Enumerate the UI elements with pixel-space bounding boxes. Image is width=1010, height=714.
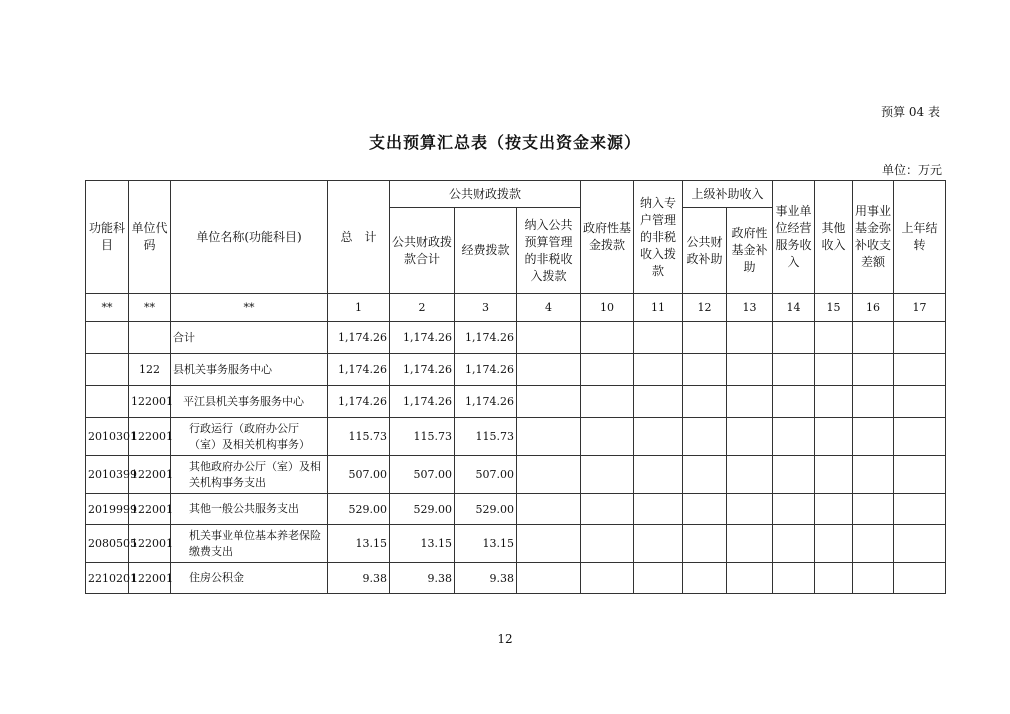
total-cell: 13.15 bbox=[328, 525, 390, 563]
empty-cell bbox=[581, 525, 634, 563]
func-code-cell: 2080505 bbox=[86, 525, 129, 563]
empty-cell bbox=[773, 418, 815, 456]
unit-name-cell: 合计 bbox=[171, 322, 328, 354]
index-cell: 3 bbox=[455, 294, 517, 322]
empty-cell bbox=[683, 563, 727, 594]
empty-cell bbox=[683, 322, 727, 354]
total-cell: 1,174.26 bbox=[328, 386, 390, 418]
empty-cell bbox=[727, 418, 773, 456]
unit-name-cell: 其他政府办公厅（室）及相关机构事务支出 bbox=[171, 456, 328, 494]
empty-cell bbox=[517, 563, 581, 594]
header-func-code: 功能科目 bbox=[86, 181, 129, 294]
funding-cell: 1,174.26 bbox=[455, 322, 517, 354]
funding-cell: 507.00 bbox=[455, 456, 517, 494]
func-code-cell bbox=[86, 386, 129, 418]
unit-code-cell: 122001 bbox=[129, 456, 171, 494]
index-cell: 12 bbox=[683, 294, 727, 322]
page-title: 支出预算汇总表（按支出资金来源） bbox=[368, 133, 641, 152]
funding-cell: 13.15 bbox=[455, 525, 517, 563]
empty-cell bbox=[683, 525, 727, 563]
empty-cell bbox=[727, 456, 773, 494]
pf-total-cell: 115.73 bbox=[390, 418, 455, 456]
header-public-finance: 公共财政拨款 bbox=[390, 181, 581, 208]
header-other-income: 其他收入 bbox=[815, 181, 853, 294]
pf-total-cell: 1,174.26 bbox=[390, 322, 455, 354]
index-cell: 13 bbox=[727, 294, 773, 322]
empty-cell bbox=[727, 525, 773, 563]
empty-cell bbox=[517, 322, 581, 354]
empty-cell bbox=[581, 563, 634, 594]
total-cell: 115.73 bbox=[328, 418, 390, 456]
table-row bbox=[86, 418, 946, 456]
header-total: 总 计 bbox=[328, 181, 390, 294]
empty-cell bbox=[517, 456, 581, 494]
index-cell: 15 bbox=[815, 294, 853, 322]
header-unit-code: 单位代码 bbox=[129, 181, 171, 294]
empty-cell bbox=[773, 494, 815, 525]
unit-name-cell: 机关事业单位基本养老保险缴费支出 bbox=[171, 525, 328, 563]
empty-cell bbox=[634, 322, 683, 354]
empty-cell bbox=[853, 418, 894, 456]
empty-cell bbox=[634, 563, 683, 594]
pf-total-cell: 9.38 bbox=[390, 563, 455, 594]
empty-cell bbox=[727, 354, 773, 386]
header-unit-name: 单位名称(功能科目) bbox=[171, 181, 328, 294]
empty-cell bbox=[815, 322, 853, 354]
empty-cell bbox=[853, 354, 894, 386]
page-number: 12 bbox=[497, 632, 513, 646]
table-row bbox=[86, 354, 946, 386]
empty-cell bbox=[581, 322, 634, 354]
empty-cell bbox=[634, 525, 683, 563]
empty-cell bbox=[634, 494, 683, 525]
empty-cell bbox=[815, 418, 853, 456]
header-non-tax: 纳入公共预算管理的非税收入拨款 bbox=[517, 208, 581, 294]
empty-cell bbox=[581, 494, 634, 525]
empty-cell bbox=[894, 563, 946, 594]
empty-cell bbox=[581, 418, 634, 456]
empty-cell bbox=[727, 563, 773, 594]
func-code-cell: 2210201 bbox=[86, 563, 129, 594]
empty-cell bbox=[894, 386, 946, 418]
pf-total-cell: 507.00 bbox=[390, 456, 455, 494]
total-cell: 9.38 bbox=[328, 563, 390, 594]
index-cell: 2 bbox=[390, 294, 455, 322]
empty-cell bbox=[894, 322, 946, 354]
empty-cell bbox=[815, 354, 853, 386]
pf-total-cell: 1,174.26 bbox=[390, 386, 455, 418]
funding-cell: 529.00 bbox=[455, 494, 517, 525]
index-cell: 4 bbox=[517, 294, 581, 322]
index-row bbox=[86, 294, 946, 322]
empty-cell bbox=[815, 525, 853, 563]
header-superior-subsidy: 上级补助收入 bbox=[683, 181, 773, 208]
unit-code-cell bbox=[129, 322, 171, 354]
empty-cell bbox=[773, 563, 815, 594]
unit-code-cell: 122 bbox=[129, 354, 171, 386]
empty-cell bbox=[517, 418, 581, 456]
func-code-cell bbox=[86, 354, 129, 386]
table-row bbox=[86, 563, 946, 594]
table-row bbox=[86, 494, 946, 525]
func-code-cell: 2010301 bbox=[86, 418, 129, 456]
index-cell: ** bbox=[86, 294, 129, 322]
empty-cell bbox=[894, 418, 946, 456]
funding-cell: 9.38 bbox=[455, 563, 517, 594]
empty-cell bbox=[727, 386, 773, 418]
func-code-cell: 2010399 bbox=[86, 456, 129, 494]
empty-cell bbox=[773, 322, 815, 354]
empty-cell bbox=[773, 456, 815, 494]
empty-cell bbox=[517, 386, 581, 418]
empty-cell bbox=[634, 418, 683, 456]
empty-cell bbox=[634, 456, 683, 494]
total-cell: 507.00 bbox=[328, 456, 390, 494]
empty-cell bbox=[894, 354, 946, 386]
unit-name-cell: 县机关事务服务中心 bbox=[171, 354, 328, 386]
empty-cell bbox=[683, 494, 727, 525]
form-number: 预算 04 表 bbox=[881, 105, 940, 119]
empty-cell bbox=[853, 456, 894, 494]
unit-name-cell: 平江县机关事务服务中心 bbox=[171, 386, 328, 418]
empty-cell bbox=[815, 494, 853, 525]
empty-cell bbox=[815, 563, 853, 594]
total-cell: 1,174.26 bbox=[328, 354, 390, 386]
unit-label: 单位：万元 bbox=[881, 163, 942, 177]
unit-name-cell: 行政运行（政府办公厅（室）及相关机构事务） bbox=[171, 418, 328, 456]
empty-cell bbox=[581, 456, 634, 494]
table-row bbox=[86, 386, 946, 418]
empty-cell bbox=[815, 386, 853, 418]
budget-table bbox=[85, 180, 946, 594]
header-gov-fund-subsidy: 政府性基金补助 bbox=[727, 208, 773, 294]
unit-name-cell: 其他一般公共服务支出 bbox=[171, 494, 328, 525]
unit-code-cell: 122001 bbox=[129, 563, 171, 594]
index-cell: 17 bbox=[894, 294, 946, 322]
empty-cell bbox=[773, 525, 815, 563]
empty-cell bbox=[517, 494, 581, 525]
func-code-cell bbox=[86, 322, 129, 354]
index-cell: 11 bbox=[634, 294, 683, 322]
empty-cell bbox=[853, 525, 894, 563]
unit-code-cell: 122001 bbox=[129, 494, 171, 525]
funding-cell: 1,174.26 bbox=[455, 386, 517, 418]
empty-cell bbox=[815, 456, 853, 494]
pf-total-cell: 13.15 bbox=[390, 525, 455, 563]
header-funding: 经费拨款 bbox=[455, 208, 517, 294]
empty-cell bbox=[853, 386, 894, 418]
index-cell: 16 bbox=[853, 294, 894, 322]
empty-cell bbox=[634, 354, 683, 386]
empty-cell bbox=[773, 386, 815, 418]
unit-code-cell: 122001 bbox=[129, 525, 171, 563]
pf-total-cell: 1,174.26 bbox=[390, 354, 455, 386]
empty-cell bbox=[853, 322, 894, 354]
empty-cell bbox=[581, 354, 634, 386]
total-cell: 529.00 bbox=[328, 494, 390, 525]
empty-cell bbox=[853, 494, 894, 525]
empty-cell bbox=[683, 418, 727, 456]
func-code-cell: 2019999 bbox=[86, 494, 129, 525]
empty-cell bbox=[853, 563, 894, 594]
empty-cell bbox=[517, 354, 581, 386]
empty-cell bbox=[773, 354, 815, 386]
index-cell: 10 bbox=[581, 294, 634, 322]
funding-cell: 1,174.26 bbox=[455, 354, 517, 386]
header-carryover: 上年结转 bbox=[894, 181, 946, 294]
empty-cell bbox=[683, 354, 727, 386]
empty-cell bbox=[683, 456, 727, 494]
total-cell: 1,174.26 bbox=[328, 322, 390, 354]
empty-cell bbox=[894, 525, 946, 563]
header-business-income: 事业单位经营服务收入 bbox=[773, 181, 815, 294]
empty-cell bbox=[517, 525, 581, 563]
table-row bbox=[86, 456, 946, 494]
index-cell: 1 bbox=[328, 294, 390, 322]
empty-cell bbox=[894, 494, 946, 525]
empty-cell bbox=[894, 456, 946, 494]
empty-cell bbox=[727, 322, 773, 354]
index-cell: ** bbox=[171, 294, 328, 322]
header-special-non-tax: 纳入专户管理的非税收入拨款 bbox=[634, 181, 683, 294]
header-fund-balance: 用事业基金弥补收支差额 bbox=[853, 181, 894, 294]
funding-cell: 115.73 bbox=[455, 418, 517, 456]
index-cell: ** bbox=[129, 294, 171, 322]
empty-cell bbox=[634, 386, 683, 418]
unit-name-cell: 住房公积金 bbox=[171, 563, 328, 594]
header-pf-total: 公共财政拨款合计 bbox=[390, 208, 455, 294]
table-row bbox=[86, 525, 946, 563]
pf-total-cell: 529.00 bbox=[390, 494, 455, 525]
unit-code-cell: 122001 bbox=[129, 386, 171, 418]
unit-code-cell: 122001 bbox=[129, 418, 171, 456]
index-cell: 14 bbox=[773, 294, 815, 322]
empty-cell bbox=[683, 386, 727, 418]
header-gov-fund: 政府性基金拨款 bbox=[581, 181, 634, 294]
table-row bbox=[86, 322, 946, 354]
empty-cell bbox=[727, 494, 773, 525]
empty-cell bbox=[581, 386, 634, 418]
header-public-subsidy: 公共财政补助 bbox=[683, 208, 727, 294]
